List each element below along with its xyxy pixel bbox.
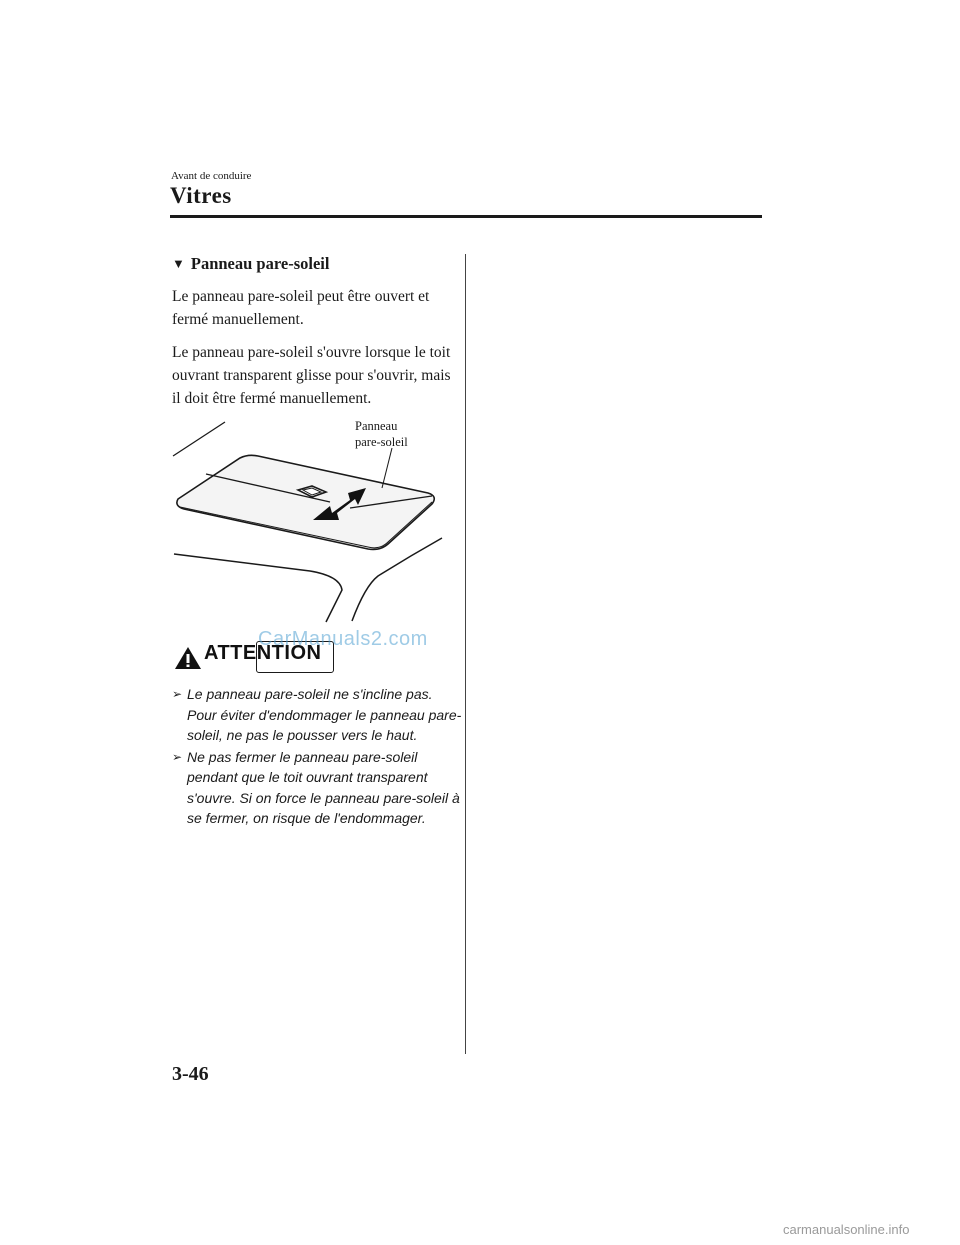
paragraph-2: Le panneau pare-soleil s'ouvre lorsque le toit ouvrant transparent glisse pour s'ouvrir, mais il doit être fermé manuellement. [172,344,451,407]
warning-item-text: Le panneau pare-soleil ne s'incline pas. Pour éviter d'endommager le panneau pare-soleil, ne pas le pousser vers le haut. [187,686,462,743]
triangle-marker-icon: ▼ [172,256,185,271]
bullet-arrow-icon: ➢ [172,749,183,764]
figure-label-line2: pare-soleil [355,435,408,449]
paragraph-1: Le panneau pare-soleil peut être ouvert et fermé manuellement. [172,288,430,328]
watermark: CarManuals2.com [258,628,428,650]
warning-list [172,684,462,830]
warning-title: ATTENTION [204,642,322,664]
figure-label-line1: Panneau [355,419,398,433]
roof-edge-line [173,422,225,456]
page-title: Vitres [170,183,232,208]
sub-heading-text: Panneau pare-soleil [190,254,330,273]
footer-link[interactable]: carmanualsonline.info [783,1222,910,1237]
sub-heading [172,254,329,274]
pillar-line-left [174,554,342,622]
warning-item-text: Ne pas fermer le panneau pare-soleil pendant que le toit ouvrant transparent s'ouvre. Si on force le panneau pare-soleil à se fermer, on risque de l'endommager. [187,748,460,826]
page-number: 3-46 [172,1063,209,1085]
warning-triangle-icon [173,645,203,671]
pillar-line-right [352,538,442,621]
section-label: Avant de conduire [171,170,252,182]
warning-item [172,747,462,829]
leader-line [382,448,392,488]
warning-item [172,684,462,746]
column-divider [465,254,466,1054]
sunshade-figure [170,416,450,628]
bullet-arrow-icon: ➢ [172,687,183,701]
title-rule [170,215,762,218]
